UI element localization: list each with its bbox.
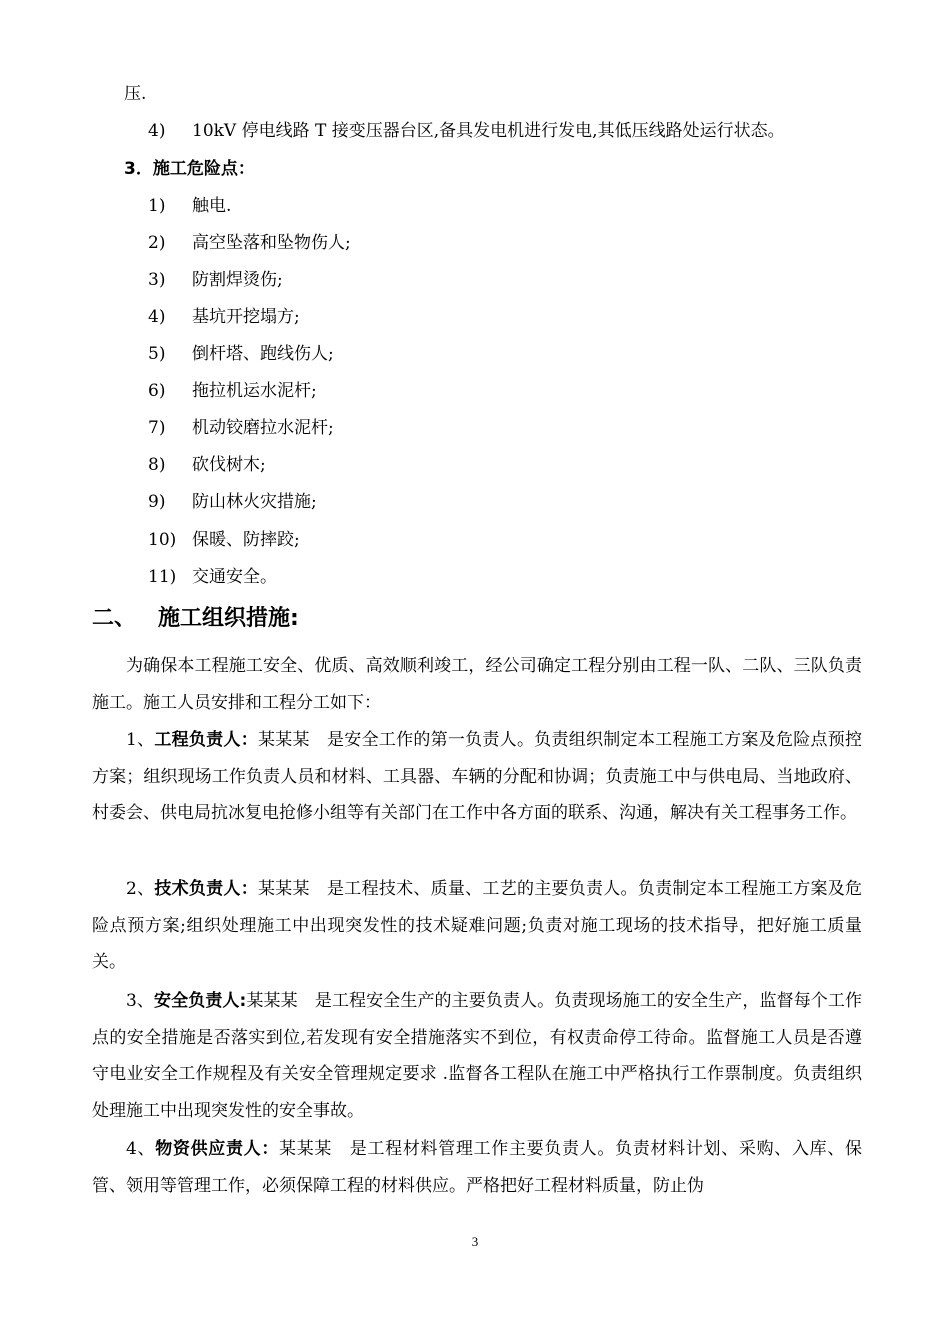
list-item-text: 倒杆塔、跑线伤人; xyxy=(192,344,334,364)
list-item-number: 5) xyxy=(148,344,166,364)
list-item-number: 4) xyxy=(148,307,166,327)
role-paragraph xyxy=(92,871,862,981)
list-item-text: 防割焊烫伤; xyxy=(192,270,283,290)
item-4-number: 4) xyxy=(148,121,166,141)
list-item-text: 砍伐树木; xyxy=(192,455,266,475)
role-title: 安全负责人: xyxy=(154,991,247,1011)
page-number: 3 xyxy=(471,1234,479,1249)
item-4-text: 10kV 停电线路 T 接变压器台区,备具发电机进行发电,其低压线路处运行状态。 xyxy=(192,121,785,141)
role-number: 1、 xyxy=(126,730,155,750)
intro-paragraph: 为确保本工程施工安全、优质、高效顺利竣工，经公司确定工程分别由工程一队、二队、三队负责施工。施工人员安排和工程分工如下： xyxy=(92,656,862,713)
role-paragraph xyxy=(92,722,862,832)
list-item-text: 防山林火灾措施; xyxy=(192,492,317,512)
role-text: 某某某 是工程材料管理工作主要负责人。负责材料计划、采购、入库、保管、领用等管理工作，必须保障工程的材料供应。严格把好工程材料质量，防止伪 xyxy=(92,1139,863,1196)
list-item-number: 9) xyxy=(148,492,166,512)
list-item-number: 7) xyxy=(148,418,166,438)
section-heading-title: 施工组织措施: xyxy=(158,606,299,631)
list-item-text: 保暖、防摔跤; xyxy=(192,530,300,550)
list-item-number: 10) xyxy=(148,530,177,550)
list-item-number: 8) xyxy=(148,455,166,475)
role-title: 技术负责人： xyxy=(154,879,258,899)
role-text: 某某某 是安全工作的第一负责人。负责组织制定本工程施工方案及危险点预控方案；组织现场工作负责人员和材料、工具器、车辆的分配和协调；负责施工中与供电局、当地政府、村委会、供电局抗冰复电抢修小组等有关部门在工作中各方面的联系、沟通，解决有关工程事务工作。 xyxy=(92,730,863,824)
role-number: 2、 xyxy=(126,879,155,899)
role-title: 工程负责人： xyxy=(154,730,258,750)
role-number: 3、 xyxy=(126,991,155,1011)
list-item-number: 1) xyxy=(148,196,166,216)
role-text: 某某某 是工程技术、质量、工艺的主要负责人。负责制定本工程施工方案及危险点预方案;组织处理施工中出现突发性的技术疑难问题;负责对施工现场的技术指导，把好施工质量关。 xyxy=(92,879,863,973)
list-item-text: 触电. xyxy=(192,196,232,216)
list-item-number: 6) xyxy=(148,381,166,401)
role-number: 4、 xyxy=(126,1139,156,1159)
list-item-number: 11) xyxy=(148,567,177,587)
list-item-text: 机动铰磨拉水泥杆; xyxy=(192,418,334,438)
section-heading xyxy=(92,604,299,634)
list-item-number: 2) xyxy=(148,233,166,253)
section-heading-number: 二、 xyxy=(92,606,137,631)
list-item-number: 3) xyxy=(148,270,166,290)
role-paragraph xyxy=(92,983,862,1130)
list-item-text: 拖拉机运水泥杆; xyxy=(192,381,317,401)
top-fragment: 压. xyxy=(124,84,147,104)
role-text: 某某某 是工程安全生产的主要负责人。负责现场施工的安全生产，监督每个工作点的安全措施是否落实到位,若发现有安全措施落实不到位，有权责命停工待命。监督施工人员是否遵守电业安全工作规程及有关安全管理规定要求 .监督各工程队在施工中严格执行工作票制度。负责组织处理施工中出现突发性的安全事故。 xyxy=(92,991,862,1122)
list-item-text: 基坑开挖塌方; xyxy=(192,307,300,327)
list-item-text: 高空坠落和坠物伤人; xyxy=(192,233,351,253)
list-item-text: 交通安全。 xyxy=(192,567,277,587)
role-paragraph xyxy=(92,1131,862,1204)
role-title: 物资供应责人： xyxy=(155,1139,280,1159)
section-3-title: 3．施工危险点： xyxy=(124,159,255,179)
